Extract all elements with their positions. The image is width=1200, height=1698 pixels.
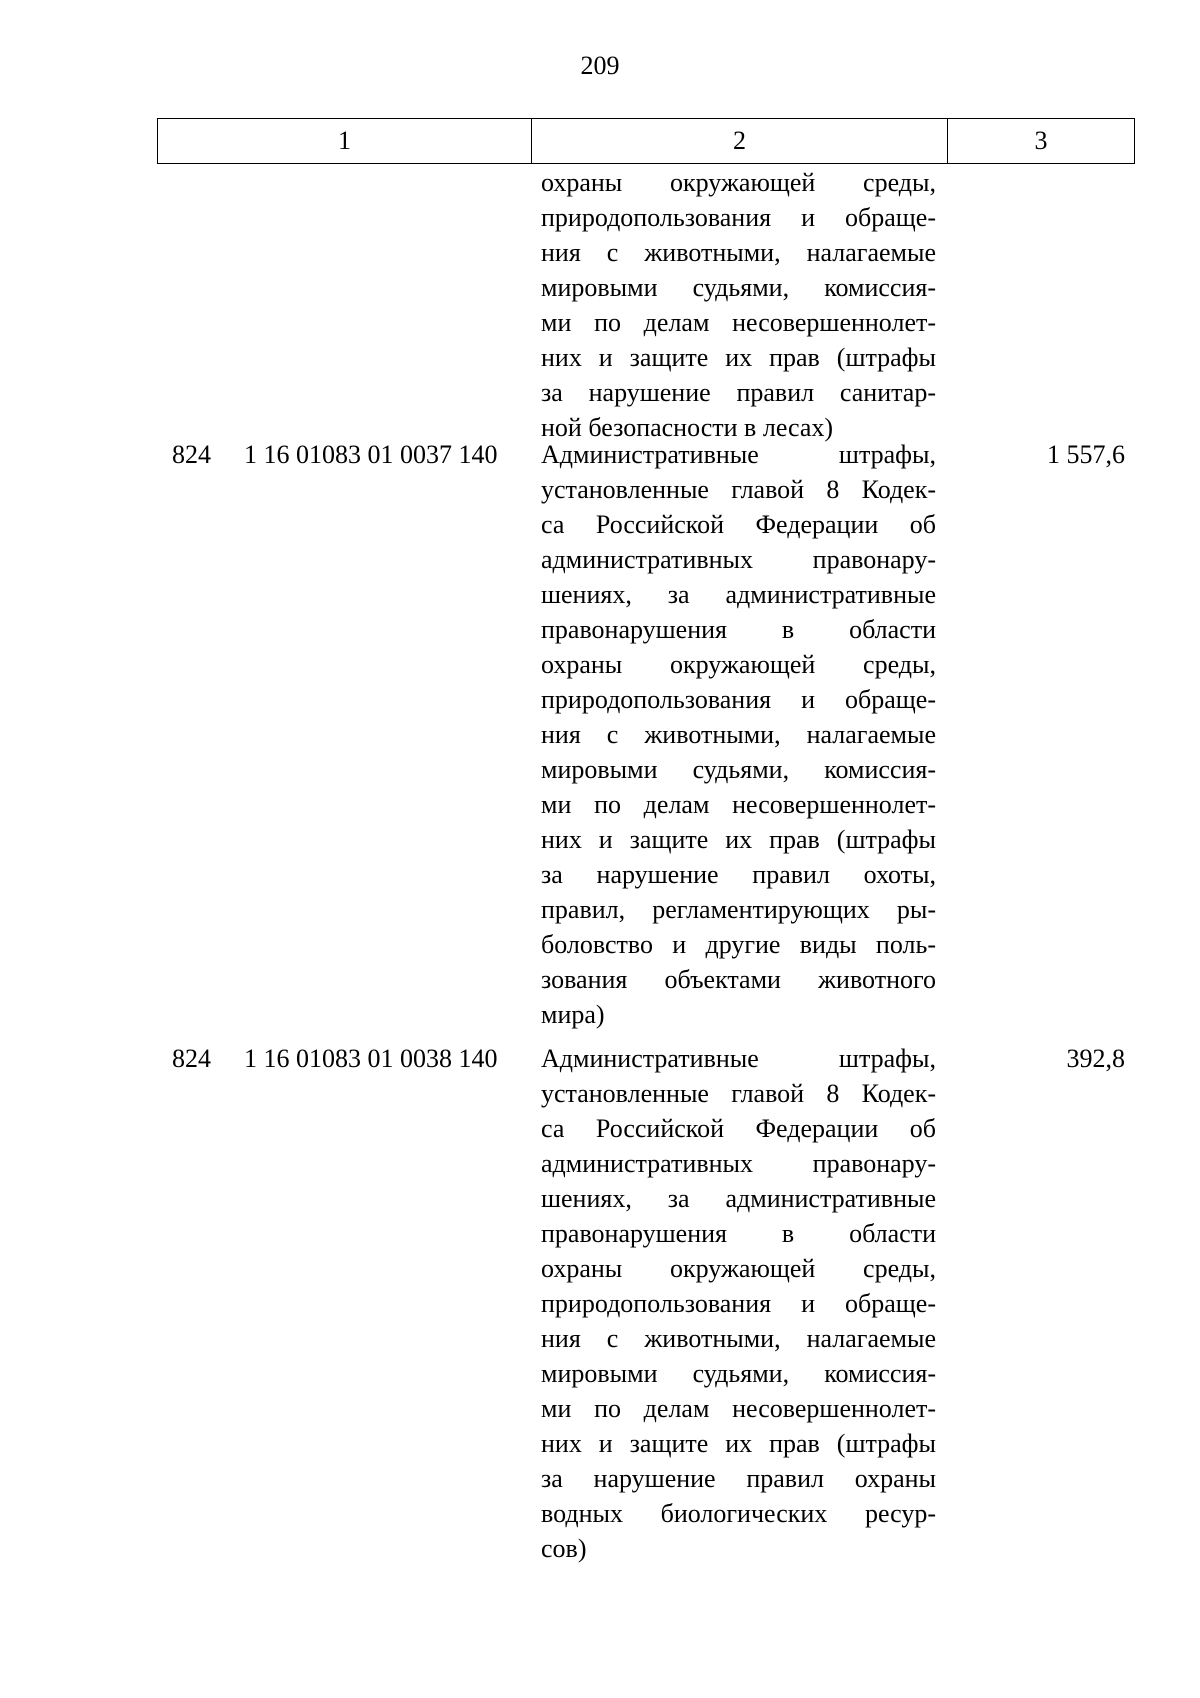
description-line: охраны окружающей среды, xyxy=(541,1254,936,1283)
description-cell xyxy=(541,165,936,445)
amount-cell: 392,8 xyxy=(1066,1044,1125,1073)
admin-code-cell: 824 xyxy=(172,1044,211,1073)
description-line: мировыми судьями, комиссия- xyxy=(541,273,936,302)
description-line: ния с животными, налагаемые xyxy=(541,1324,936,1353)
description-line: сов) xyxy=(541,1534,587,1563)
description-line: охраны окружающей среды, xyxy=(541,168,936,197)
amount-cell: 1 557,6 xyxy=(1047,440,1125,469)
header-col-3: 3 xyxy=(1034,126,1048,155)
description-line: установленные главой 8 Кодек- xyxy=(541,475,936,504)
description-line: природопользования и обраще- xyxy=(541,685,936,714)
description-line: мировыми судьями, комиссия- xyxy=(541,1359,936,1388)
description-line: ния с животными, налагаемые xyxy=(541,238,936,267)
description-line: са Российской Федерации об xyxy=(541,510,936,539)
description-line: зования объектами животного xyxy=(541,965,936,994)
description-line: ми по делам несовершеннолет- xyxy=(541,790,936,819)
description-cell xyxy=(541,437,936,1032)
admin-code-cell: 824 xyxy=(172,440,211,469)
description-line: них и защите их прав (штрафы xyxy=(541,343,936,372)
description-line: природопользования и обраще- xyxy=(541,203,936,232)
description-line: мировыми судьями, комиссия- xyxy=(541,755,936,784)
description-line: административных правонару- xyxy=(541,1149,936,1178)
description-line: за нарушение правил охраны xyxy=(541,1464,936,1493)
description-line: природопользования и обраще- xyxy=(541,1289,936,1318)
description-line: шениях, за административные xyxy=(541,1184,936,1213)
header-col-2: 2 xyxy=(532,119,948,163)
page-number: 209 xyxy=(580,51,620,80)
description-line: за нарушение правил охоты, xyxy=(541,860,936,889)
description-line: правонарушения в области xyxy=(541,1219,936,1248)
description-line: водных биологических ресур- xyxy=(541,1499,936,1528)
description-line: административных правонару- xyxy=(541,545,936,574)
description-line: ной безопасности в лесах) xyxy=(541,413,834,442)
description-line: ния с животными, налагаемые xyxy=(541,720,936,749)
budget-code-cell: 1 16 01083 01 0038 140 xyxy=(244,1044,498,1073)
description-cell xyxy=(541,1041,936,1566)
description-line: шениях, за административные xyxy=(541,580,936,609)
description-line: правонарушения в области xyxy=(541,615,936,644)
description-line: мира) xyxy=(541,1000,605,1029)
description-line: них и защите их прав (штрафы xyxy=(541,1429,936,1458)
description-line: охраны окружающей среды, xyxy=(541,650,936,679)
description-line: за нарушение правил санитар- xyxy=(541,378,936,407)
description-line: Административные штрафы, xyxy=(541,1044,936,1073)
description-line: установленные главой 8 Кодек- xyxy=(541,1079,936,1108)
table-header xyxy=(157,118,1135,164)
description-line: ми по делам несовершеннолет- xyxy=(541,1394,936,1423)
description-line: правил, регламентирующих ры- xyxy=(541,895,936,924)
budget-code-cell: 1 16 01083 01 0037 140 xyxy=(244,440,498,469)
description-line: ми по делам несовершеннолет- xyxy=(541,308,936,337)
description-line: Административные штрафы, xyxy=(541,440,936,469)
description-line: них и защите их прав (штрафы xyxy=(541,825,936,854)
description-line: боловство и другие виды поль- xyxy=(541,930,936,959)
header-col-1: 1 xyxy=(158,119,532,163)
description-line: са Российской Федерации об xyxy=(541,1114,936,1143)
